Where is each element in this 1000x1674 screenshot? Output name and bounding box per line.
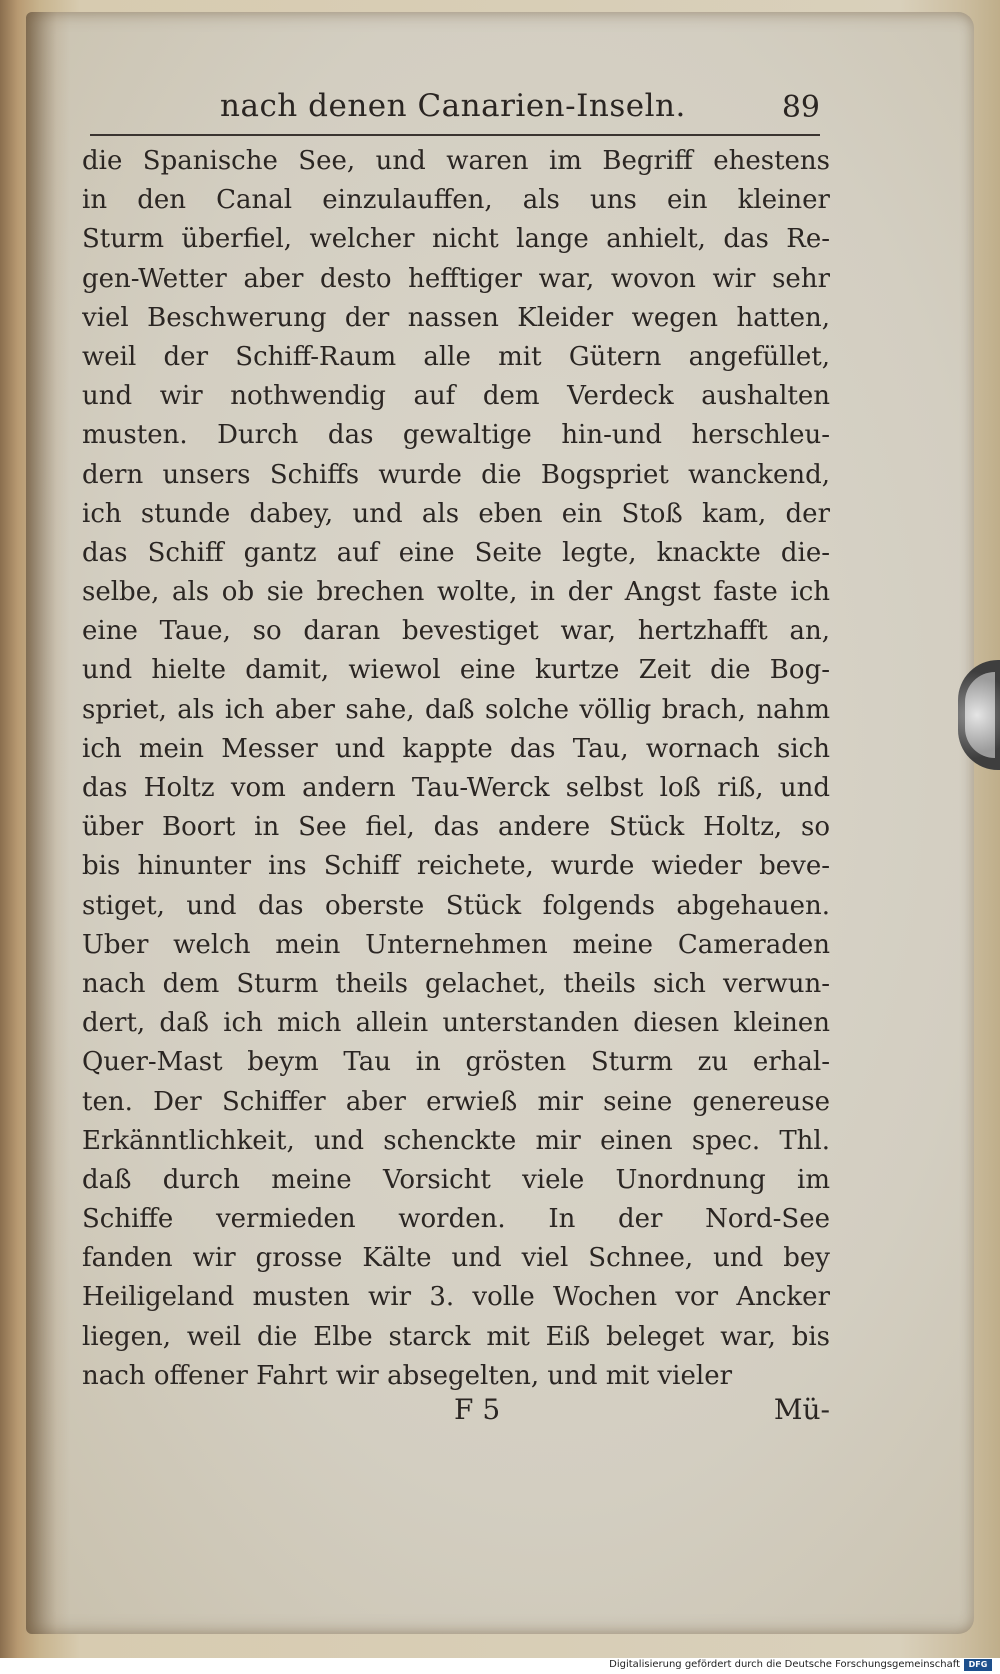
text-line: selbe, als ob sie brechen wolte, in der Angst faste ich [82, 577, 830, 608]
body-text [82, 142, 830, 1396]
running-head [90, 86, 820, 136]
page-gutter [26, 12, 70, 1634]
page-tab-marker-inner [965, 672, 995, 758]
text-line: die Spanische See, und waren im Begriff ehestens [82, 146, 830, 176]
text-line: daß durch meine Vorsicht viele Unordnung im [82, 1164, 830, 1195]
page-number: 89 [781, 90, 820, 125]
text-line: liegen, weil die Elbe starck mit Eiß beleget war, bis [82, 1321, 830, 1352]
credit-text: Digitalisierung gefördert durch die Deutsche Forschungsgemeinschaft [609, 1659, 960, 1670]
text-line: Sturm überfiel, welcher nicht lange anhielt, das Re- [82, 224, 830, 255]
text-line: ten. Der Schiffer aber erwieß mir seine genereuse [82, 1086, 830, 1117]
text-line: gen-Wetter aber desto hefftiger war, wovon wir sehr [82, 263, 830, 294]
page-footer [82, 1393, 830, 1433]
text-line: in den Canal einzulauffen, als uns ein kleiner [82, 185, 830, 216]
text-line: bis hinunter ins Schiff reichete, wurde wieder beve- [82, 851, 830, 882]
text-line: und wir nothwendig auf dem Verdeck aushalten [82, 381, 830, 412]
text-line: Schiffe vermieden worden. In der Nord-See [82, 1204, 830, 1235]
text-line: Erkänntlichkeit, und schenckte mir einen spec. Thl. [82, 1125, 830, 1156]
text-line: nach offener Fahrt wir absegelten, und mit vieler [82, 1360, 733, 1391]
text-line: das Schiff gantz auf eine Seite legte, knackte die- [82, 537, 830, 568]
text-line: Heiligeland musten wir 3. volle Wochen vor Ancker [82, 1282, 830, 1313]
catchword: Mü- [773, 1393, 830, 1426]
text-line: Uber welch mein Unternehmen meine Cameraden [82, 929, 830, 960]
text-line: Quer-Mast beym Tau in grösten Sturm zu erhal- [82, 1047, 830, 1078]
text-line: viel Beschwerung der nassen Kleider wegen hatten, [82, 302, 830, 333]
text-line: dern unsers Schiffs wurde die Bogspriet wanckend, [82, 459, 830, 490]
text-line: weil der Schiff-Raum alle mit Gütern angefüllet, [82, 341, 830, 372]
text-line: spriet, als ich aber sahe, daß solche völlig brach, nahm [82, 694, 830, 725]
dfg-logo: DFG [964, 1659, 992, 1671]
text-line: fanden wir grosse Kälte und viel Schnee, und bey [82, 1243, 830, 1274]
text-line: über Boort in See fiel, das andere Stück Holtz, so [82, 812, 830, 843]
running-head-title: nach denen Canarien-Inseln. [220, 88, 686, 124]
text-line: dert, daß ich mich allein unterstanden diesen kleinen [82, 1008, 830, 1039]
text-line: eine Taue, so daran bevestiget war, hertzhafft an, [82, 616, 830, 647]
text-line: nach dem Sturm theils gelachet, theils sich verwun- [82, 968, 830, 999]
text-line: musten. Durch das gewaltige hin-und herschleu- [82, 420, 830, 451]
text-line: ich stunde dabey, und als eben ein Stoß kam, der [82, 498, 830, 529]
text-line: stiget, und das oberste Stück folgends abgehauen. [82, 890, 830, 921]
text-line: ich mein Messer und kappte das Tau, wornach sich [82, 733, 830, 764]
text-line: das Holtz vom andern Tau-Werck selbst loß riß, und [82, 773, 830, 803]
text-line: und hielte damit, wiewol eine kurtze Zeit die Bog- [82, 655, 830, 686]
signature-mark: F 5 [454, 1393, 501, 1426]
